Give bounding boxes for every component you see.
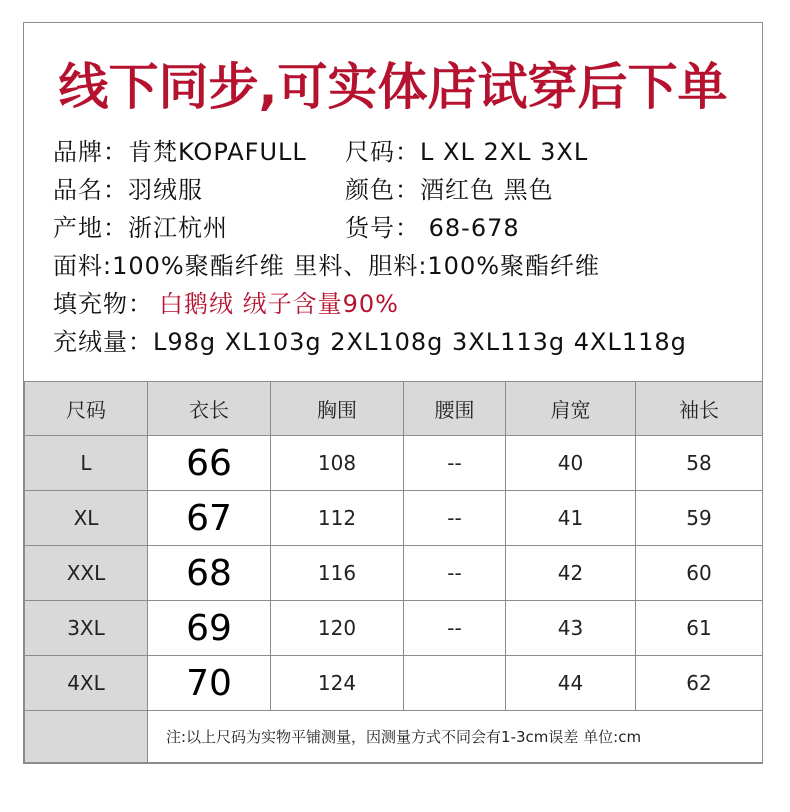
spec-filling-value: 白鹅绒 绒子含量90% [159, 290, 399, 318]
cell-chest: 124 [271, 656, 404, 711]
cell-shoulder: 44 [506, 656, 636, 711]
cell-shoulder: 42 [506, 546, 636, 601]
cell-chest: 108 [271, 436, 404, 491]
cell-size: XXL [25, 546, 148, 601]
headline: 线下同步,可实体店试穿后下单 [58, 58, 728, 116]
cell-sleeve: 58 [636, 436, 763, 491]
cell-waist [404, 656, 506, 711]
cell-chest: 116 [271, 546, 404, 601]
spec-name: 品名：羽绒服 [53, 176, 203, 204]
table-row [25, 601, 763, 656]
cell-length: 69 [148, 601, 271, 656]
spec-origin: 产地：浙江杭州 [53, 214, 228, 242]
spec-line-filling [53, 285, 762, 323]
spec-line-brand [53, 133, 762, 171]
cell-waist: -- [404, 491, 506, 546]
cell-waist: -- [404, 601, 506, 656]
table-header-row [25, 382, 763, 436]
table-row [25, 491, 763, 546]
cell-size: XL [25, 491, 148, 546]
cell-length: 66 [148, 436, 271, 491]
cell-length: 67 [148, 491, 271, 546]
table-row [25, 436, 763, 491]
cell-chest: 120 [271, 601, 404, 656]
cell-shoulder: 41 [506, 491, 636, 546]
spec-line-name [53, 171, 762, 209]
cell-size: 4XL [25, 656, 148, 711]
spec-sizes: 尺码：L XL 2XL 3XL [345, 138, 589, 166]
header-sleeve: 袖长 [636, 382, 763, 436]
cell-sleeve: 61 [636, 601, 763, 656]
measurement-note: 注:以上尺码为实物平铺测量，因测量方式不同会有1-3cm误差 单位:cm [148, 711, 763, 763]
header-chest: 胸围 [271, 382, 404, 436]
cell-length: 70 [148, 656, 271, 711]
header-waist: 腰围 [404, 382, 506, 436]
cell-shoulder: 40 [506, 436, 636, 491]
size-chart-sheet [23, 22, 763, 764]
cell-sleeve: 62 [636, 656, 763, 711]
header-shoulder: 肩宽 [506, 382, 636, 436]
cell-size: 3XL [25, 601, 148, 656]
cell-shoulder: 43 [506, 601, 636, 656]
spec-brand: 品牌：肯梵KOPAFULL [53, 138, 307, 166]
cell-sleeve: 59 [636, 491, 763, 546]
header-size: 尺码 [25, 382, 148, 436]
cell-chest: 112 [271, 491, 404, 546]
cell-sleeve: 60 [636, 546, 763, 601]
header-length: 衣长 [148, 382, 271, 436]
cell-length: 68 [148, 546, 271, 601]
spec-fill-weight: 充绒量：L98g XL103g 2XL108g 3XL113g 4XL118g [53, 328, 687, 356]
spec-color: 颜色：酒红色 黑色 [345, 176, 554, 204]
spec-list [53, 133, 762, 361]
size-table [24, 381, 763, 763]
cell-waist: -- [404, 436, 506, 491]
table-row [25, 546, 763, 601]
table-row [25, 656, 763, 711]
spec-item-no: 货号： 68-678 [345, 214, 520, 242]
cell-size: L [25, 436, 148, 491]
spec-line-fabric [53, 247, 762, 285]
note-row [25, 711, 763, 763]
cell-waist: -- [404, 546, 506, 601]
spec-filling-label: 填充物： [53, 290, 153, 318]
spec-line-origin [53, 209, 762, 247]
spec-fabric: 面料:100%聚酯纤维 里料、胆料:100%聚酯纤维 [53, 252, 601, 280]
note-spacer [25, 711, 148, 763]
spec-line-fill-weight [53, 323, 762, 361]
